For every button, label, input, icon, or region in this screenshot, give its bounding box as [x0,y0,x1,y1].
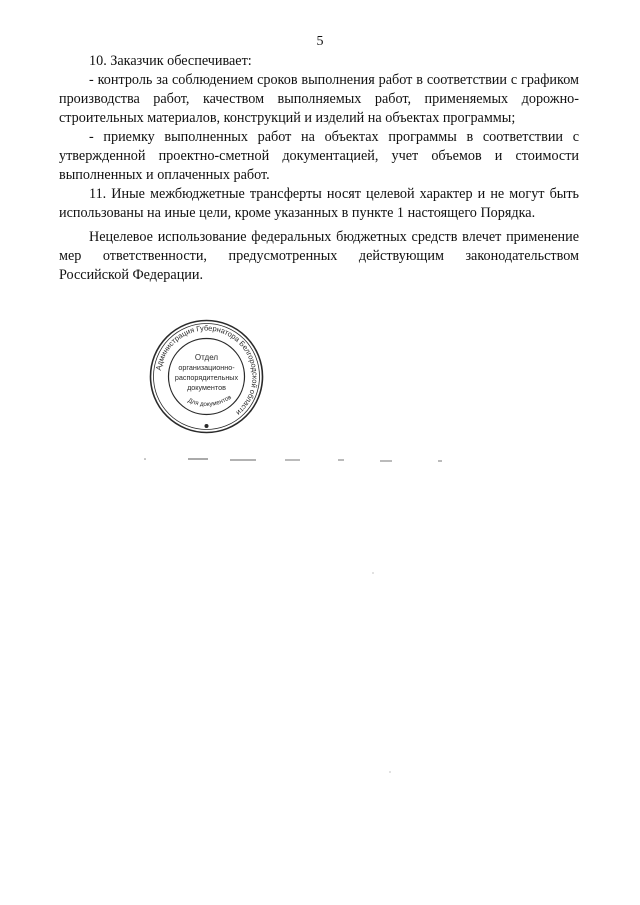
paragraph-acceptance: - приемку выполненных работ на объектах программы в соответствии с утвержденной проектно-сметной документацией, учет объемов и стоимости выполненных и оплаченных работ. [59,129,579,183]
seal-dot-mark [205,424,209,428]
page-number: 5 [316,34,324,49]
scan-dot [144,458,146,460]
paragraph-misuse: Нецелевое использование федеральных бюджетных средств влечет применение мер ответственности, предусмотренных действующим законодательством Российской Федерации. [59,229,579,283]
paragraph-control: - контроль за соблюдением сроков выполнения работ в соответствии с графиком производства работ, качеством выполняемых работ, применяемых дорожно-строительных материалов, конструкций и изделий на объектах программы; [59,72,579,126]
section-10-heading: 10. Заказчик обеспечивает: [89,53,252,69]
document-body [59,52,579,285]
seal-outer-text: Администрация Губернатора Белгородской области [153,323,260,418]
seal-inner-line-4: документов [187,383,226,392]
official-seal-stamp [148,318,265,435]
seal-inner-line-3: распорядительных [174,373,239,382]
seal-inner-line-1: Отдел [194,353,219,362]
seal-inner-line-2: организационно- [178,363,235,372]
seal-graphic [148,318,265,435]
scan-dot [389,771,390,772]
scan-dot [372,572,373,573]
seal-bottom-text: Для документов [186,393,233,409]
section-11-paragraph: 11. Иные межбюджетные трансферты носят целевой характер и не могут быть использованы на иные цели, кроме указанных в пункте 1 настоящего Порядка. [59,186,579,221]
